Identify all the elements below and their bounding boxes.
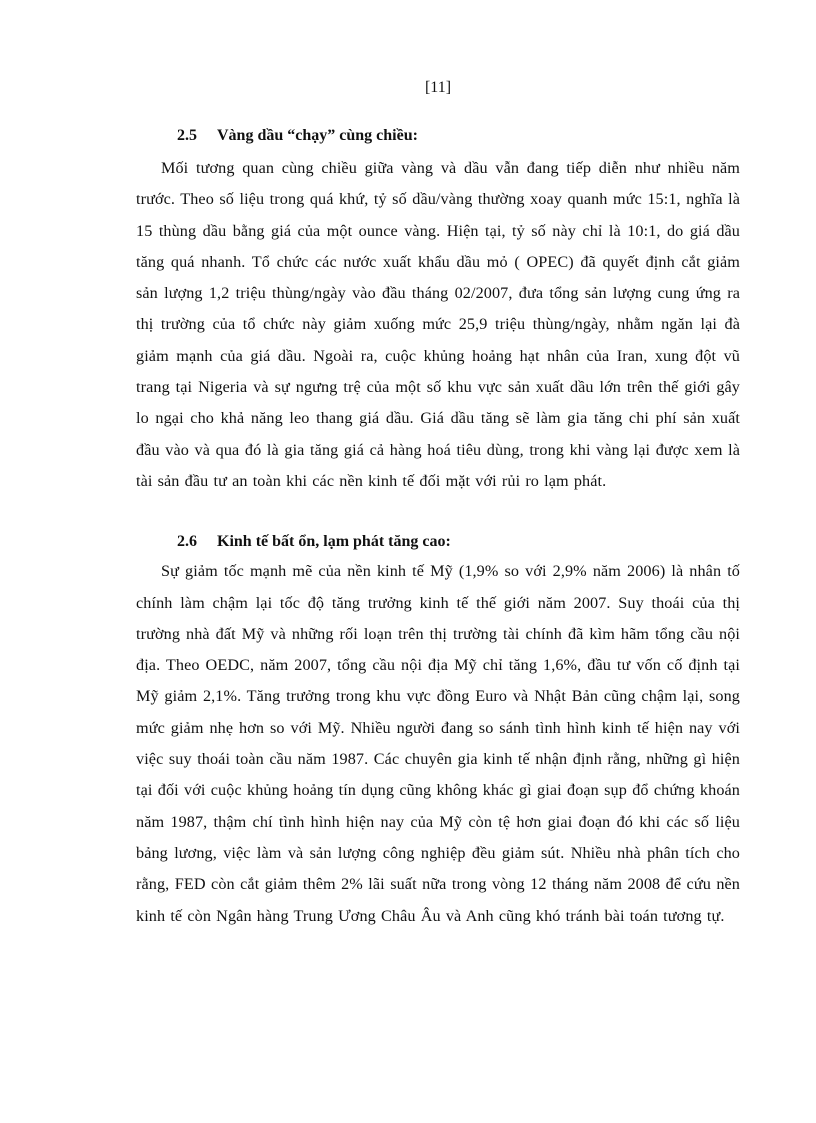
page-content <box>136 126 740 932</box>
page-number: [11] <box>424 79 452 96</box>
section-title: Vàng dầu “chạy” cùng chiều: <box>217 127 418 144</box>
section-paragraph-2-5: Mối tương quan cùng chiều giữa vàng và dầu vẫn đang tiếp diễn như nhiều năm trước. Theo số liệu trong quá khứ, tỷ số dầu/vàng thường xoay quanh mức 15:1, nghĩa là 15 thùng dầu bằng giá của một ounce vàng. Hiện tại, tỷ số này chỉ là 10:1, do giá dầu tăng quá nhanh. Tổ chức các nước xuất khẩu dầu mỏ ( OPEC) đã quyết định cắt giảm sản lượng 1,2 triệu thùng/ngày vào đầu tháng 02/2007, đưa tổng sản lượng cung ứng ra thị trường của tổ chức này giảm xuống mức 25,9 triệu thùng/ngày, nhằm ngăn lại đà giảm mạnh của giá dầu. Ngoài ra, cuộc khủng hoảng hạt nhân của Iran, xung đột vũ trang tại Nigeria và sự ngưng trệ của một số khu vực sản xuất dầu lớn trên thế giới gây lo ngại cho khả năng leo thang giá dầu. Giá dầu tăng sẽ làm gia tăng chi phí sản xuất đầu vào và qua đó là gia tăng giá cả hàng hoá tiêu dùng, trong khi vàng lại được xem là tài sản đầu tư an toàn khi các nền kinh tế đối mặt với rủi ro lạm phát. <box>136 159 740 490</box>
section-number: 2.6 <box>177 533 197 551</box>
section-spacer <box>136 497 740 532</box>
section-number: 2.5 <box>177 127 197 144</box>
section-title: Kinh tế bất ổn, lạm phát tăng cao: <box>217 533 451 551</box>
section-heading-2-6 <box>136 532 740 552</box>
section-heading-2-5 <box>136 126 740 146</box>
section-paragraph-2-6: Sự giảm tốc mạnh mẽ của nền kinh tế Mỹ (1,9% so với 2,9% năm 2006) là nhân tố chính làm chậm lại tốc độ tăng trưởng kinh tế thế giới năm 2007. Suy thoái của thị trường nhà đất Mỹ và những rối loạn trên thị trường tài chính đã kìm hãm tổng cầu nội địa. Theo OEDC, năm 2007, tổng cầu nội địa Mỹ chỉ tăng 1,6%, đầu tư vốn cố định tại Mỹ giảm 2,1%. Tăng trưởng trong khu vực đồng Euro và Nhật Bản cũng chậm lại, song mức giảm nhẹ hơn so với Mỹ. Nhiều người đang so sánh tình hình kinh tế hiện nay với việc suy thoái toàn cầu năm 1987. Các chuyên gia kinh tế nhận định rằng, những gì hiện tại đối với cuộc khủng hoảng tín dụng cũng không khác gì giai đoạn sụp đổ chứng khoán năm 1987, thậm chí tình hình hiện nay của Mỹ còn tệ hơn giai đoạn đó khi các số liệu bảng lương, việc làm và sản lượng công nghiệp đều giảm sút. Nhiều nhà phân tích cho rằng, FED còn cắt giảm thêm 2% lãi suất nữa trong vòng 12 tháng năm 2008 để cứu nền kinh tế còn Ngân hàng Trung Ương Châu Âu và Anh cũng khó tránh bài toán tương tự. <box>136 562 740 925</box>
